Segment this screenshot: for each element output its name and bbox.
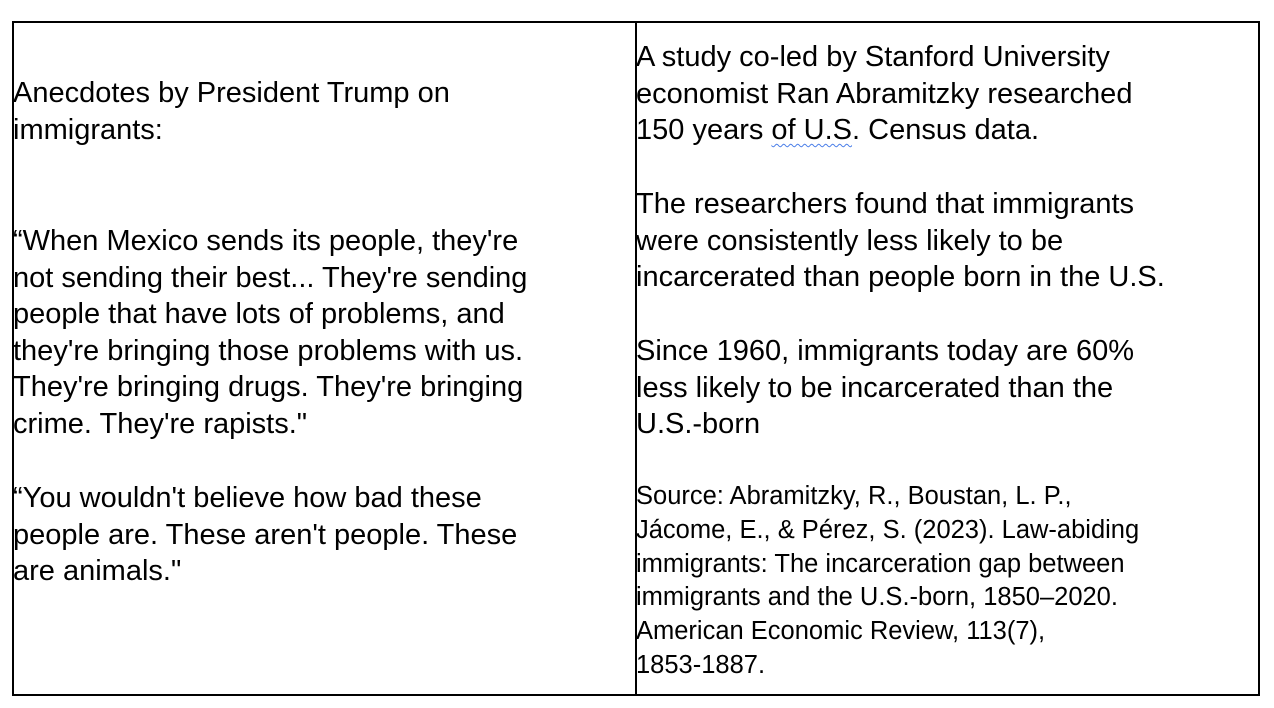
finding-line: U.S.-born [636,408,761,440]
quote-line: They're bringing drugs. They're bringing [13,371,524,403]
left-heading-line: immigrants: [13,113,163,146]
citation-line: immigrants: The incarceration gap between [636,549,1125,578]
left-heading-line: Anecdotes by President Trump on [13,77,450,109]
source-citation [636,480,1139,683]
study-intro-line [636,112,1132,149]
quote-line: they're bringing those problems with us. [13,334,524,367]
study-intro [636,39,1132,149]
study-intro-line: economist Ran Abramitzky researched [636,77,1133,110]
quote-line: crime. They're rapists." [13,407,308,440]
citation-line: Source: Abramitzky, R., Boustan, L. P., [636,482,1072,510]
finding-consistent [636,186,1165,296]
finding-line: The researchers found that immigrants [636,188,1135,220]
finding-line: were consistently less likely to be [636,224,1064,257]
finding-line: incarcerated than people born in the U.S. [636,261,1165,293]
finding-since-1960 [636,333,1134,443]
quote-mexico [13,223,527,442]
left-heading [13,75,450,148]
spellcheck-underlined-text[interactable]: of U.S [771,114,853,146]
quote-line: people are. These aren't people. These [13,518,518,551]
study-intro-text: 150 years [636,114,772,146]
quote-line: “You wouldn't believe how bad these [13,482,482,514]
quote-line: not sending their best... They're sending [13,261,528,294]
quote-animals [13,480,517,590]
finding-line: less likely to be incarcerated than the [636,371,1114,404]
citation-line: American Economic Review, 113(7), [636,617,1046,646]
citation-line: immigrants and the U.S.-born, 1850–2020. [636,583,1118,612]
quote-line: are animals." [13,555,182,587]
citation-line: 1853-1887. [636,650,766,679]
citation-line: Jácome, E., & Pérez, S. (2023). Law-abiding [636,515,1140,544]
study-intro-line: A study co-led by Stanford University [636,41,1110,73]
finding-line: Since 1960, immigrants today are 60% [636,335,1135,367]
quote-line: people that have lots of problems, and [13,298,505,330]
study-intro-text: . Census data. [852,114,1040,146]
quote-line: “When Mexico sends its people, they're [13,225,519,257]
